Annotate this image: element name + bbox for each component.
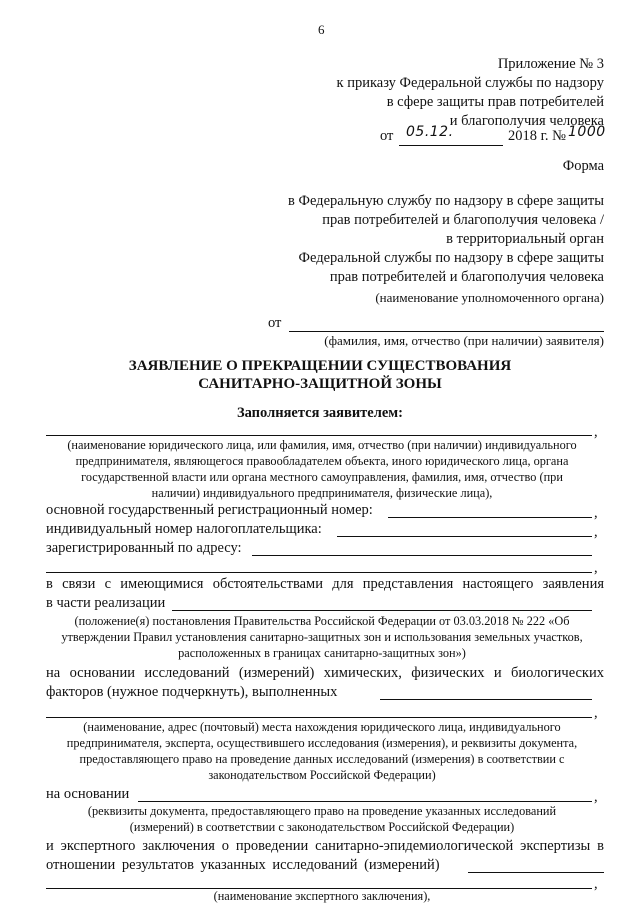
research-line-1: на основании исследований (измерений) химических, физических и биологических (46, 665, 604, 681)
regulation-hint-2: утверждении Правил установления санитарно-защитных зон и использования земельных участков, (61, 630, 583, 644)
ogrn-comma: , (594, 505, 598, 521)
from-label: от (268, 315, 282, 331)
order-year: 2018 г. № (508, 128, 567, 144)
reason-line-1: в связи с имеющимися обстоятельствами для представления настоящего заявления (46, 576, 604, 592)
order-date-prefix: от (380, 128, 394, 144)
from-input-line[interactable] (289, 331, 604, 332)
addressee-line-2: прав потребителей и благополучия человека / (322, 212, 604, 228)
lab-hint-4: законодательством Российской Федерации) (208, 768, 436, 782)
research-input-line[interactable] (380, 699, 592, 700)
inn-comma: , (594, 524, 598, 540)
applicant-hint-1: (наименование юридического лица, или фамилия, имя, отчество (при наличии) индивидуального (67, 438, 577, 452)
appendix-title: Приложение № 3 (497, 56, 604, 72)
document-title-line-2: САНИТАРНО-ЗАЩИТНОЙ ЗОНЫ (198, 376, 442, 392)
basis-hint-1: (реквизиты документа, предоставляющего право на проведение указанных исследований (87, 804, 557, 818)
reason-input-line[interactable] (172, 610, 592, 611)
inn-label: индивидуальный номер налогоплательщика: (46, 521, 322, 537)
appendix-wellbeing: и благополучия человека (449, 113, 604, 129)
addressee-line-5: прав потребителей и благополучия человека (329, 269, 604, 285)
lab-input-line[interactable] (46, 717, 592, 718)
lab-hint-2: предпринимателя, эксперта, осуществившего исследования (измерения), и реквизиты документа, (66, 736, 578, 750)
appendix-sphere: в сфере защиты прав потребителей (386, 94, 604, 110)
form-label: Форма (562, 158, 604, 174)
basis-hint-2: (измерений) в соответствии с законодательством Российской Федерации) (129, 820, 515, 834)
reason-line-2: в части реализации (46, 595, 166, 611)
address-comma: , (594, 560, 598, 576)
address-label: зарегистрированный по адресу: (46, 540, 242, 556)
regulation-hint-3: расположенных в границах санитарно-защитных зон») (178, 646, 466, 660)
expert-comma: , (594, 876, 598, 892)
appendix-order: к приказу Федеральной службы по надзору (336, 75, 604, 91)
expert-hint: (наименование экспертного заключения), (213, 889, 431, 903)
applicant-input-line[interactable] (46, 435, 592, 436)
lab-comma: , (594, 705, 598, 721)
address-input-line[interactable] (252, 555, 592, 556)
lab-hint-3: предоставляющего право на проведение данных исследований (измерения) в соответствии с (79, 752, 565, 766)
ogrn-label: основной государственный регистрационный номер: (46, 502, 373, 518)
address-input-line-2[interactable] (46, 572, 592, 573)
order-number-handwritten: 1000 (568, 124, 606, 140)
addressee-hint: (наименование уполномоченного органа) (375, 290, 604, 305)
basis-comma: , (594, 789, 598, 805)
document-title-line-1: ЗАЯВЛЕНИЕ О ПРЕКРАЩЕНИИ СУЩЕСТВОВАНИЯ (128, 358, 512, 374)
filled-by-applicant: Заполняется заявителем: (236, 405, 404, 421)
basis-label: на основании (46, 786, 130, 802)
applicant-hint-3: государственной власти или органа местного самоуправления, фамилия, имя, отчество (при (81, 470, 563, 484)
regulation-hint-1: (положение(я) постановления Правительства Российской Федерации от 03.03.2018 № 222 «Об (74, 614, 570, 628)
inn-input-line[interactable] (337, 536, 592, 537)
research-line-2: факторов (нужное подчеркнуть), выполненных (46, 684, 338, 700)
addressee-line-3: в территориальный орган (446, 231, 604, 247)
addressee-line-1: в Федеральную службу по надзору в сфере защиты (288, 193, 604, 209)
addressee-line-4: Федеральной службы по надзору в сфере защиты (298, 250, 604, 266)
ogrn-input-line[interactable] (388, 517, 592, 518)
expert-input-line[interactable] (468, 872, 604, 873)
expert-line-2: отношении результатов указанных исследований (измерений) (46, 857, 440, 873)
from-hint: (фамилия, имя, отчество (при наличии) заявителя) (324, 333, 604, 348)
basis-input-line[interactable] (138, 801, 592, 802)
order-date-line (399, 145, 503, 146)
applicant-comma: , (594, 424, 598, 440)
applicant-hint-2: предпринимателя, являющегося правообладателем объекта, иного юридического лица, органа (75, 454, 569, 468)
order-date-handwritten: 05.12. (406, 124, 454, 140)
expert-line-1: и экспертного заключения о проведении санитарно-эпидемиологической экспертизы в (46, 838, 604, 854)
lab-hint-1: (наименование, адрес (почтовый) места нахождения юридического лица, индивидуального (83, 720, 561, 734)
page-number: 6 (318, 22, 325, 37)
applicant-hint-4: наличии) индивидуального предпринимателя, физические лица), (151, 486, 493, 500)
